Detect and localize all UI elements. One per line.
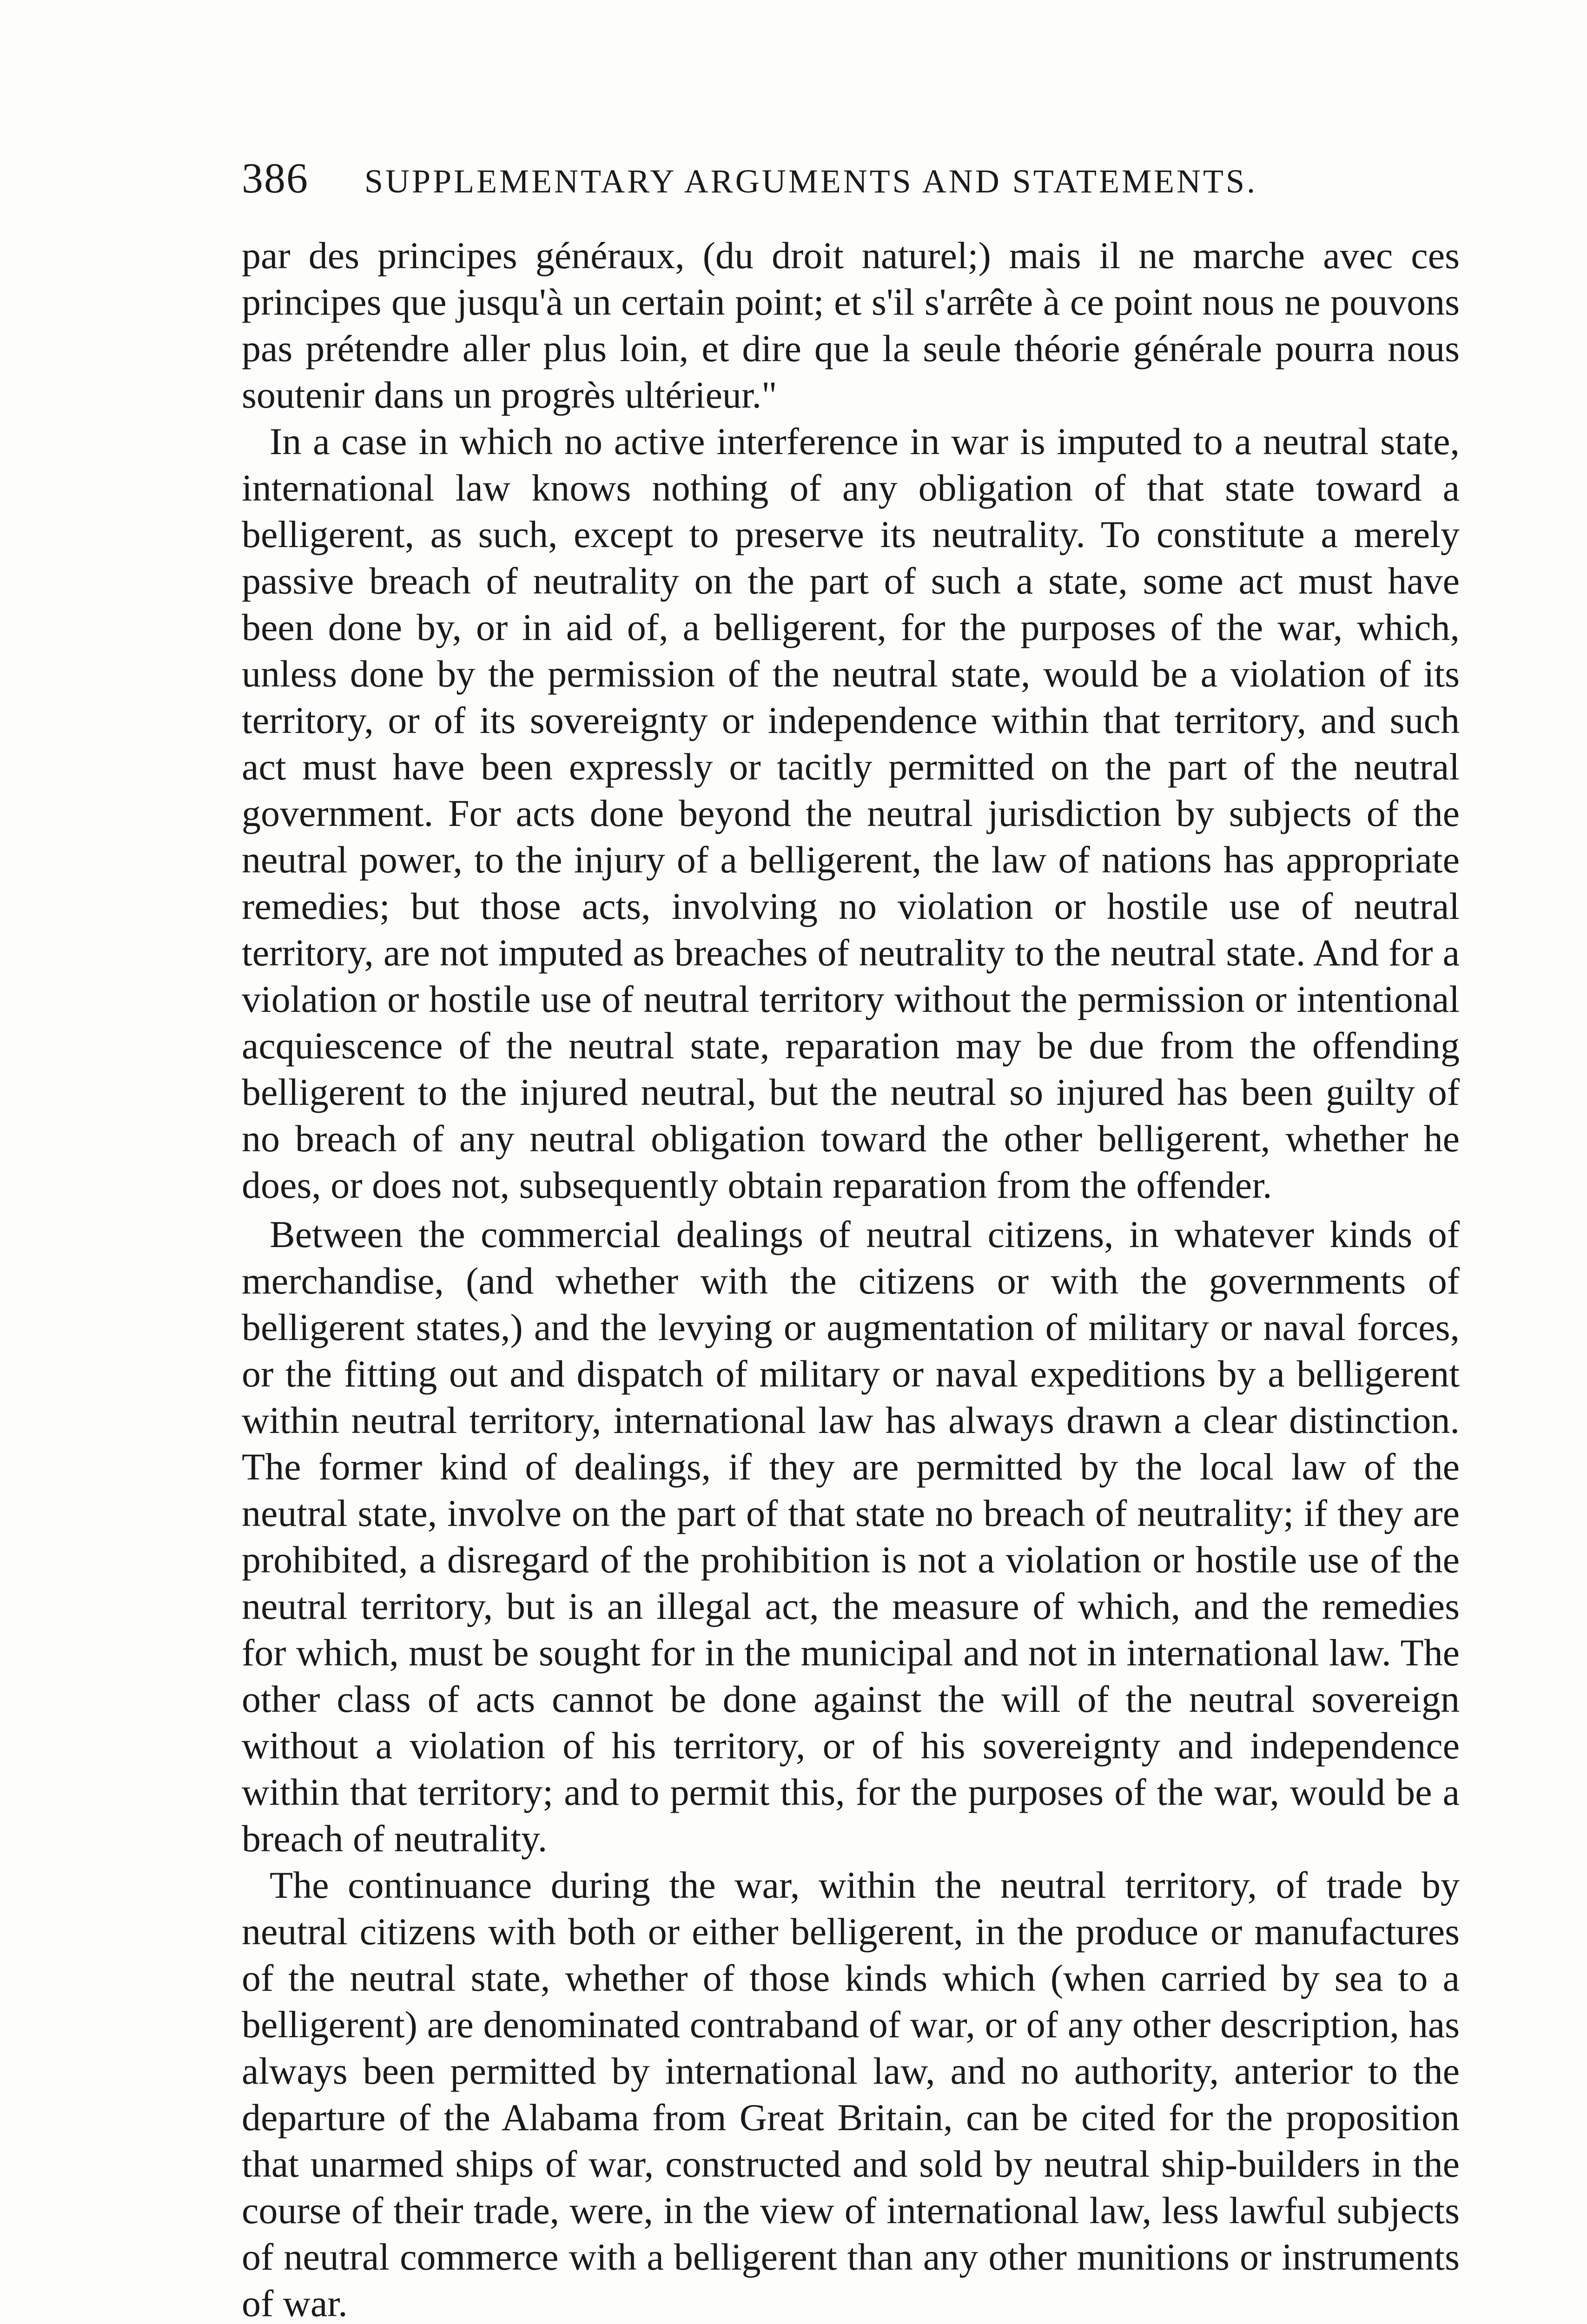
paragraph-french-quote-continuation: par des principes généraux, (du droit naturel;) mais il ne marche avec ces principes que jusqu'à un certain point; et s'il s'arrête à ce point nous ne pouvons pas prétendre aller plus loin, et dire que la seule théorie générale pourra nous soutenir dans un progrès ultérieur." [242,234,1460,416]
page-header [242,153,1450,218]
paragraph-passive-breach: In a case in which no active interference in war is imputed to a neutral state, international law knows nothing of any obligation of that state toward a belligerent, as such, except to preserve its neutrality. To constitute a merely passive breach of neutrality on the part of such a state, some act must have been done by, or in aid of, a belligerent, for the purposes of the war, which, unless done by the permission of the neutral state, would be a violation of its territory, or of its sovereignty or independence within that territory, and such act must have been expressly or tacitly permitted on the part of the neutral government. For acts done beyond the neutral jurisdiction by subjects of the neutral power, to the injury of a belligerent, the law of nations has appropriate remedies; but those acts, involving no violation or hostile use of neutral territory, are not imputed as breaches of neutrality to the neutral state. And for a violation or hostile use of neutral territory without the permission or intentional acquiescence of the neutral state, reparation may be due from the offending belligerent to the injured neutral, but the neutral so injured has been guilty of no breach of any neutral obligation toward the other belligerent, whether he does, or does not, subsequently obtain reparation from the offender. [242,420,1460,1206]
body-text [242,232,1460,2324]
page-number: 386 [242,154,309,202]
paragraph-continuance-of-trade: The continuance during the war, within the neutral territory, of trade by neutral citizens with both or either belligerent, in the produce or manufactures of the neutral state, whether of those kinds which (when carried by sea to a belligerent) are denominated contraband of war, or of any other description, has always been permitted by international law, and no authority, anterior to the departure of the Alabama from Great Britain, can be cited for the proposition that unarmed ships of war, constructed and sold by neutral ship-builders in the course of their trade, were, in the view of international law, less lawful subjects of neutral commerce with a belligerent than any other munitions or instruments of war. [242,1864,1460,2324]
paragraph-commercial-dealings: Between the commercial dealings of neutral citizens, in whatever kinds of merchandise, (and whether with the citizens or with the governments of belligerent states,) and the levying or augmentation of military or naval forces, or the fitting out and dispatch of military or naval expeditions by a belligerent within neutral territory, international law has always drawn a clear distinction. The former kind of dealings, if they are permitted by the local law of the neutral state, involve on the part of that state no breach of neutrality; if they are prohibited, a disregard of the prohibition is not a violation or hostile use of the neutral territory, but is an illegal act, the measure of which, and the remedies for which, must be sought for in the municipal and not in international law. The other class of acts cannot be done against the will of the neutral sovereign without a violation of his territory, or of his sovereignty and independence within that territory; and to permit this, for the purposes of the war, would be a breach of neutrality. [242,1213,1460,1860]
running-head: SUPPLEMENTARY ARGUMENTS AND STATEMENTS. [364,163,1257,200]
